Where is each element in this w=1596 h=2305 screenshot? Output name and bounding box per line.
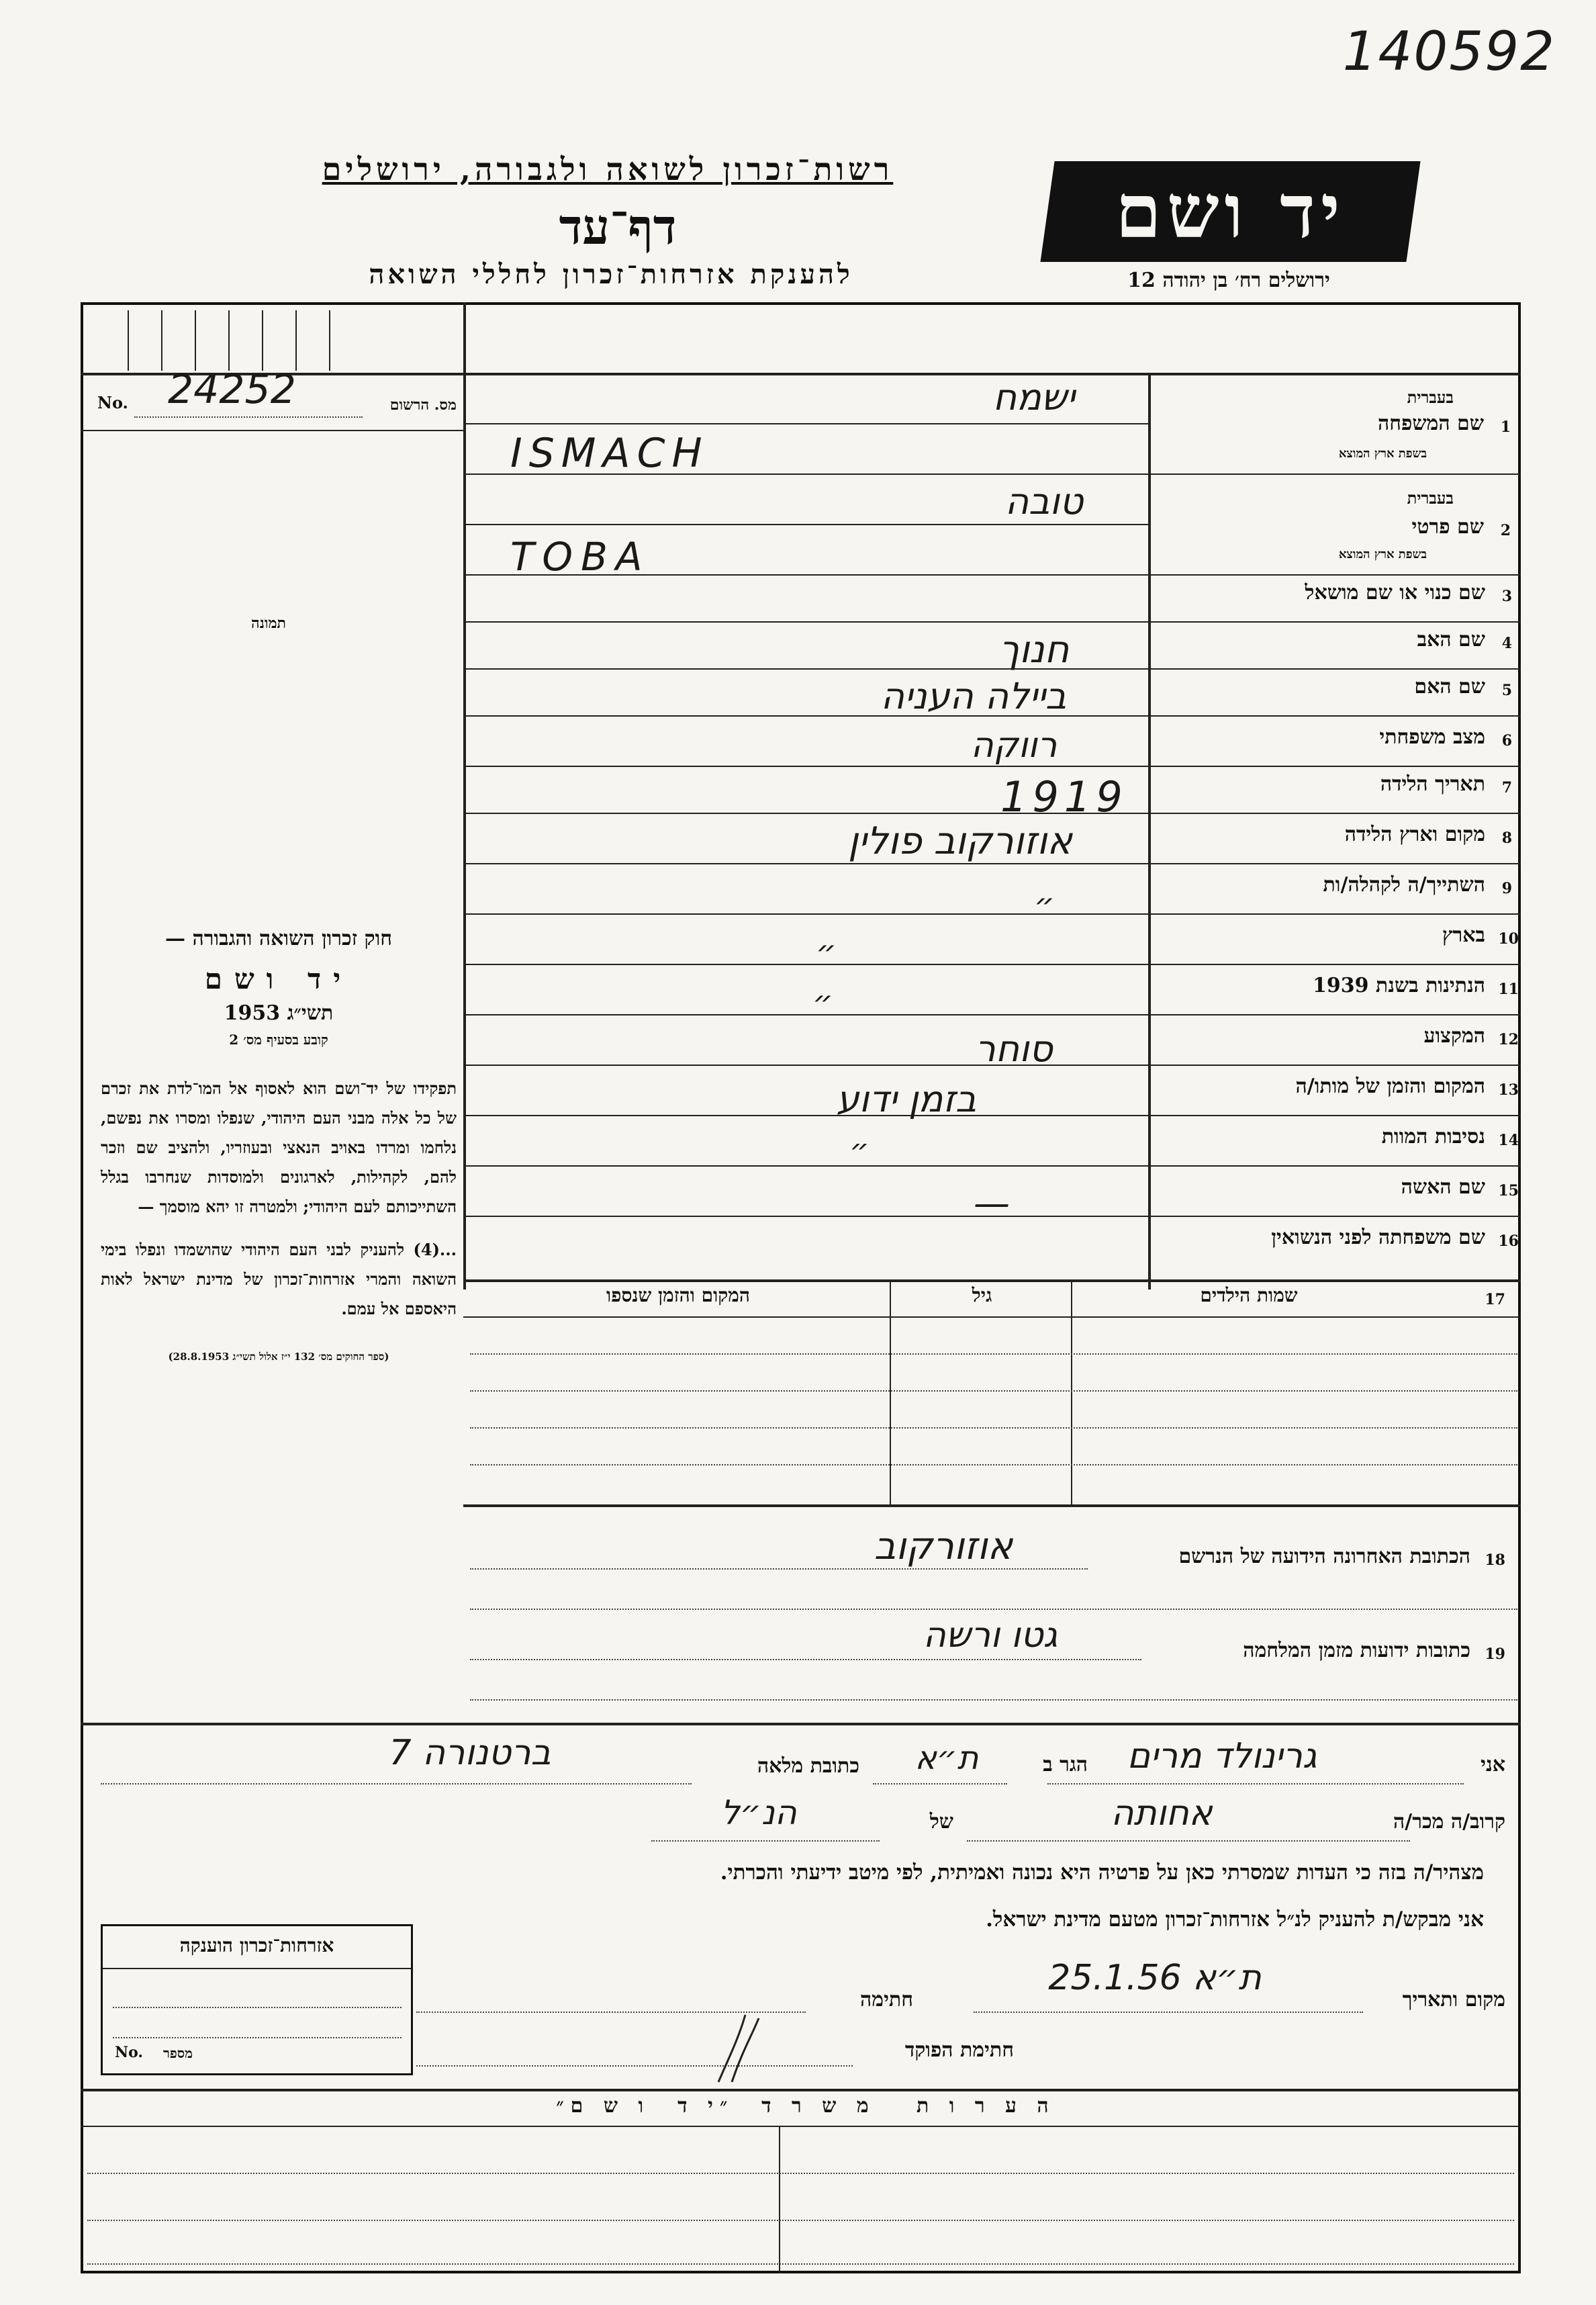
stamp-box-mispar: מספר (163, 2045, 193, 2061)
field-1-sub-origin: בשפת ארץ המוצא (1338, 447, 1427, 461)
field-9-label: השתייך/ה לקהלה/ות (1323, 873, 1485, 897)
citizenship-stamp-box (101, 1924, 413, 2075)
declaration-place-date-label: מקום ותאריך (1402, 1988, 1505, 2012)
field-7-number: 7 (1501, 779, 1512, 797)
field-16-number: 16 (1498, 1232, 1519, 1250)
field-9-value: ״ (1034, 887, 1055, 924)
law-reference: (ספר החוקים מס׳ 132 י״ז אלול תשי״ג 28.8.1953) (168, 1351, 389, 1363)
stamp-box-title: אזרחות־זכרון הוענקה (179, 1934, 334, 1956)
field-row-1 (1155, 379, 1514, 473)
field-1-value-latin: ISMACH (510, 430, 709, 477)
declaration-signature-label: חתימה (860, 1988, 913, 2012)
authority-title: רשות־זכרון לשואה ולגבורה, ירושלים (322, 151, 894, 187)
registration-no-label-he: מס. הרשום (389, 396, 457, 414)
page-title: דף־עד (559, 198, 677, 255)
field-7-label: תאריך הלידה (1380, 772, 1485, 796)
children-col-age: גיל (972, 1284, 992, 1306)
field-5-value: ביילה העניה (880, 675, 1067, 717)
field-5-label: שם האם (1414, 675, 1485, 698)
field-4-number: 4 (1501, 635, 1512, 652)
field-9-number: 9 (1501, 880, 1512, 897)
field-2-label: שם פרטי (1411, 515, 1484, 539)
field-15-value: — (974, 1182, 1010, 1224)
declaration-resident-label: הגר ב (1043, 1753, 1088, 1776)
yad-vashem-logo (1040, 161, 1420, 262)
children-number: 17 (1485, 1291, 1505, 1308)
field-14-number: 14 (1498, 1132, 1519, 1149)
law-name: יד ושם (204, 962, 353, 995)
declaration-ani: אני (1481, 1753, 1505, 1776)
declaration-official-label: חתימת הפוקד (904, 2038, 1014, 2062)
field-5-number: 5 (1501, 682, 1512, 699)
field-15-label: שם האשה (1401, 1175, 1485, 1199)
declaration-relation-label: קרוב/ה מכר/ה (1393, 1810, 1505, 1834)
field-13-number: 13 (1498, 1081, 1519, 1099)
office-notes-title: ה ע ר ו ת מ ש ר ד ״י ד ו ש ם״ (556, 2094, 1055, 2118)
field-11-label: הנתינות בשנת 1939 (1312, 974, 1485, 997)
field-12-value: סוחר (975, 1028, 1053, 1070)
field-6-number: 6 (1501, 732, 1512, 750)
field-2-sub-hebrew: בעברית (1407, 488, 1454, 508)
field-12-number: 12 (1498, 1031, 1519, 1048)
field-13-value: בזמן ידוע (836, 1078, 977, 1120)
law-paragraph-1: תפקידו של יד־ושם הוא לאסוף אל המו־לדת את זכרם של כל אלה מבני העם היהודי, שנפלו ומסרו את נפשם, נלחמו ומרדו באויב הנאצי ובעוזריו, ולהציב שם וזכר להם, לקהילות, לארגונים ולמוסדות שנחרבו בגלל השתייכותם לעם היהודי; ולמטרה זו יהא מוסמך — (101, 1079, 457, 1216)
field-6-label: מצב משפחתי (1379, 725, 1485, 749)
declaration-statement-2: אני מבקש/ת להעניק לנ״ל אזרחות־זכרון מטעם מדינת ישראל. (986, 1907, 1484, 1932)
field-1-number: 1 (1500, 418, 1511, 436)
declaration-of-value: הנ״ל (720, 1793, 797, 1832)
field-1-value-hebrew: ישמח (992, 376, 1076, 418)
field-18-value: אוזורקוב (874, 1525, 1013, 1568)
field-1-sub-hebrew: בעברית (1407, 388, 1454, 407)
logo-address: ירושלים רח׳ בן יהודה 12 (1127, 269, 1330, 292)
field-8-label: מקום וארץ הלידה (1344, 823, 1485, 846)
declaration-place-date: ת״א 25.1.56 (1048, 1958, 1262, 1998)
field-6-value: רווקה (970, 725, 1058, 766)
field-10-number: 10 (1498, 930, 1519, 948)
field-16-label: שם משפחתה לפני הנשואין (1271, 1226, 1485, 1249)
field-7-value: 1919 (1000, 772, 1128, 821)
field-19-label: כתובות ידועות מזמן המלחמה (1243, 1639, 1470, 1662)
field-18-label: הכתובת האחרונה הידועה של הנרשם (1178, 1545, 1470, 1568)
field-14-label: נסיבות המוות (1381, 1125, 1485, 1148)
field-4-label: שם האב (1417, 628, 1485, 651)
declaration-city: ת״א (914, 1739, 979, 1777)
field-8-value: אוזורקוב פולין (848, 819, 1072, 863)
official-signature-mark (705, 2012, 765, 2085)
field-3-label: שם כנוי או שם מושאל (1305, 581, 1485, 604)
field-19-number: 19 (1485, 1645, 1505, 1663)
field-2-value-latin: TOBA (510, 534, 651, 580)
registration-no-value: 24252 (168, 366, 296, 413)
registration-no-label: No. (97, 393, 128, 412)
page-subtitle: להענקת אזרחות־זכרון לחללי השואה (369, 259, 853, 290)
law-year: תשי״ג 1953 (224, 1001, 334, 1025)
photo-label: תמונה (251, 615, 286, 632)
archive-boxes (101, 310, 463, 371)
field-10-value: ״ (816, 934, 837, 971)
field-18-number: 18 (1485, 1551, 1505, 1569)
field-3-number: 3 (1501, 588, 1512, 605)
law-section (101, 927, 457, 1363)
law-title: חוק זכרון השואה והגבורה — (165, 927, 392, 950)
field-2-number: 2 (1500, 522, 1511, 539)
field-11-number: 11 (1498, 981, 1519, 998)
logo-text: יד ושם (1115, 168, 1346, 255)
field-11-value: ״ (812, 984, 833, 1022)
field-row-2 (1155, 480, 1514, 574)
field-12-label: המקצוע (1423, 1024, 1485, 1048)
catalog-number: 140592 (1342, 20, 1556, 83)
declaration-relation: אחותה (1111, 1793, 1213, 1834)
field-8-number: 8 (1501, 829, 1512, 847)
field-15-number: 15 (1498, 1182, 1519, 1200)
stamp-box-no: No. (115, 2044, 144, 2061)
declaration-name: גרינולד מרים (1127, 1736, 1317, 1776)
law-paragraph-2: ...(4) להעניק לבני העם היהודי שהושמדו ונפלו בימי השואה והמרי אזרחות־זכרון של מדינת ישראל לאות היאספם אל עמם. (101, 1240, 457, 1318)
children-col-names: שמות הילדים (1200, 1284, 1298, 1306)
declaration-address-label: כתובת מלאה (757, 1754, 859, 1778)
field-13-label: המקום והזמן של מותו/ה (1295, 1075, 1485, 1098)
declaration-address: ברטנורה 7 (389, 1733, 551, 1773)
field-14-value: ״ (849, 1132, 870, 1168)
field-4-value: חנוך (998, 628, 1070, 672)
children-col-place: המקום והזמן שנספו (606, 1284, 750, 1306)
field-1-label: שם המשפחה (1377, 412, 1484, 435)
declaration-of-label: של (929, 1810, 953, 1834)
law-clause: קובע בסעיף מס׳ 2 (229, 1032, 328, 1048)
field-19-value: גטו ורשה (923, 1615, 1058, 1656)
field-2-value-hebrew: טובה (1004, 480, 1084, 523)
field-2-sub-origin: בשפת ארץ המוצא (1338, 547, 1427, 561)
declaration-statement-1: מצהיר/ה בזה כי העדות שמסרתי כאן על פרטיה היא נכונה ואמיתית, לפי מיטב ידיעתי והכרתי. (720, 1860, 1484, 1885)
field-10-label: בארץ (1442, 923, 1485, 947)
